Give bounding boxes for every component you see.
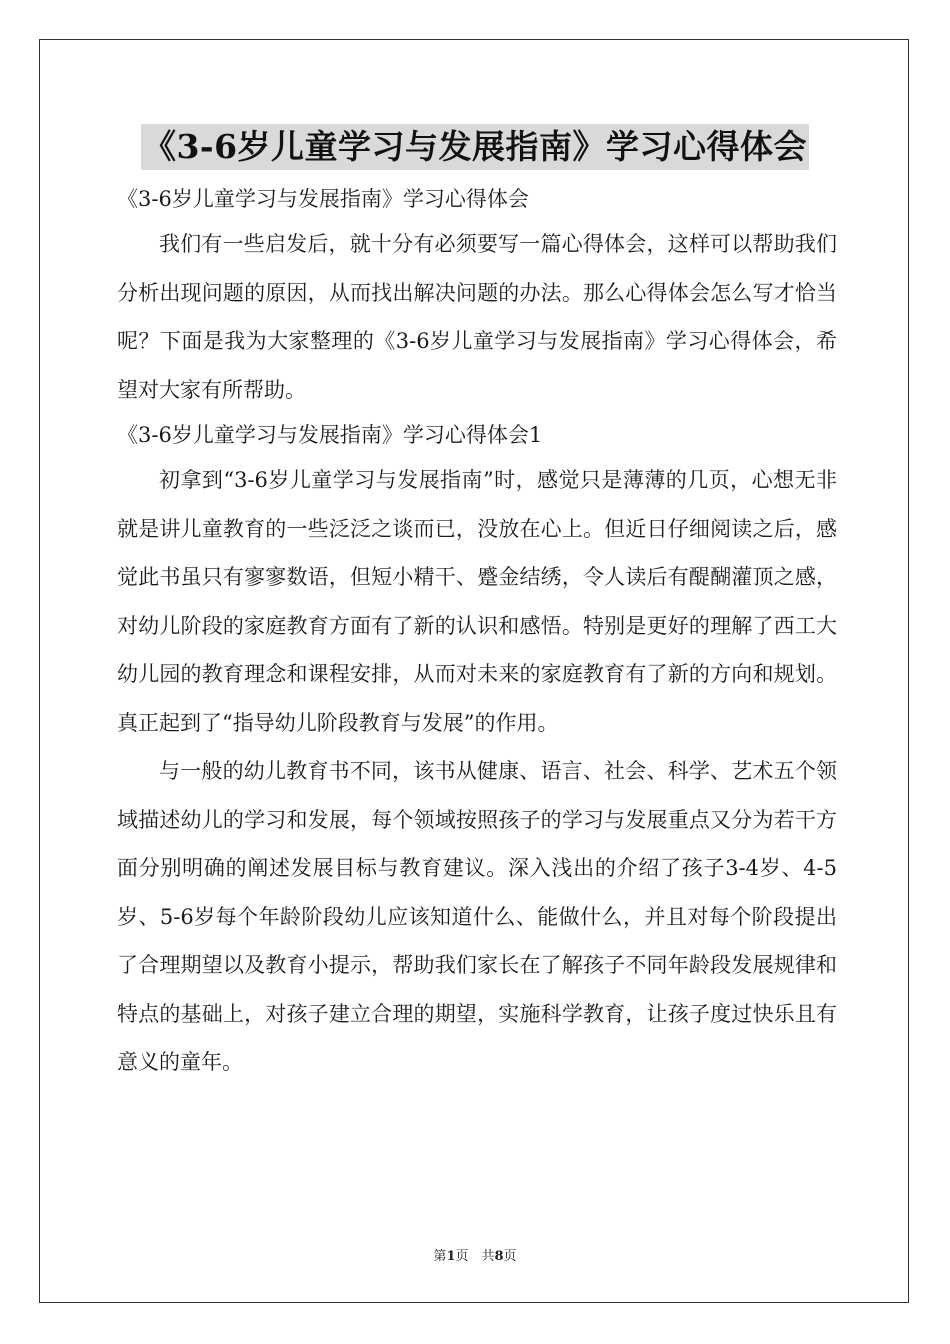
footer-page-total: 8 [494,1249,504,1264]
document-subtitle: 《3-6岁儿童学习与发展指南》学习心得体会 [117,187,529,211]
page-footer [0,1245,950,1264]
title-container [0,124,950,170]
body-paragraph-2: 与一般的幼儿教育书不同，该书从健康、语言、社会、科学、艺术五个领域描述幼儿的学习和发展，每个领域按照孩子的学习与发展重点又分为若干方面分别明确的阐述发展目标与教育建议。深入浅出的介绍了孩子3-4岁、4-5岁、5-6岁每个年龄阶段幼儿应该知道什么、能做什么，并且对每个阶段提出了合理期望以及教育小提示，帮助我们家长在了解孩子不同年龄段发展规律和特点的基础上，对孩子建立合理的期望，实施科学教育，让孩子度过快乐且有意义的童年。 [117,759,837,1074]
body-paragraph-1: 初拿到“3-6岁儿童学习与发展指南”时，感觉只是薄薄的几页，心想无非就是讲儿童教育的一些泛泛之谈而已，没放在心上。但近日仔细阅读之后，感觉此书虽只有寥寥数语，但短小精干、蹙金结绣，令人读后有醍醐灌顶之感，对幼儿阶段的家庭教育方面有了新的认识和感悟。特别是更好的理解了西工大幼儿园的教育理念和课程安排，从而对未来的家庭教育有了新的方向和规划。真正起到了“指导幼儿阶段教育与发展”的作用。 [117,468,837,735]
document-title: 《3-6岁儿童学习与发展指南》学习心得体会 [141,124,809,170]
document-body [117,178,837,1087]
section-heading: 《3-6岁儿童学习与发展指南》学习心得体会1 [117,423,543,447]
footer-page-mid: 页 共 [455,1249,495,1264]
footer-page-prefix: 第 [433,1249,447,1264]
footer-page-suffix: 页 [503,1249,517,1264]
intro-paragraph: 我们有一些启发后，就十分有必须要写一篇心得体会，这样可以帮助我们分析出现问题的原因，从而找出解决问题的办法。那么心得体会怎么写才恰当呢？下面是我为大家整理的《3-6岁儿童学习与发展指南》学习心得体会，希望对大家有所帮助。 [117,232,837,402]
footer-page-current: 1 [446,1249,456,1264]
